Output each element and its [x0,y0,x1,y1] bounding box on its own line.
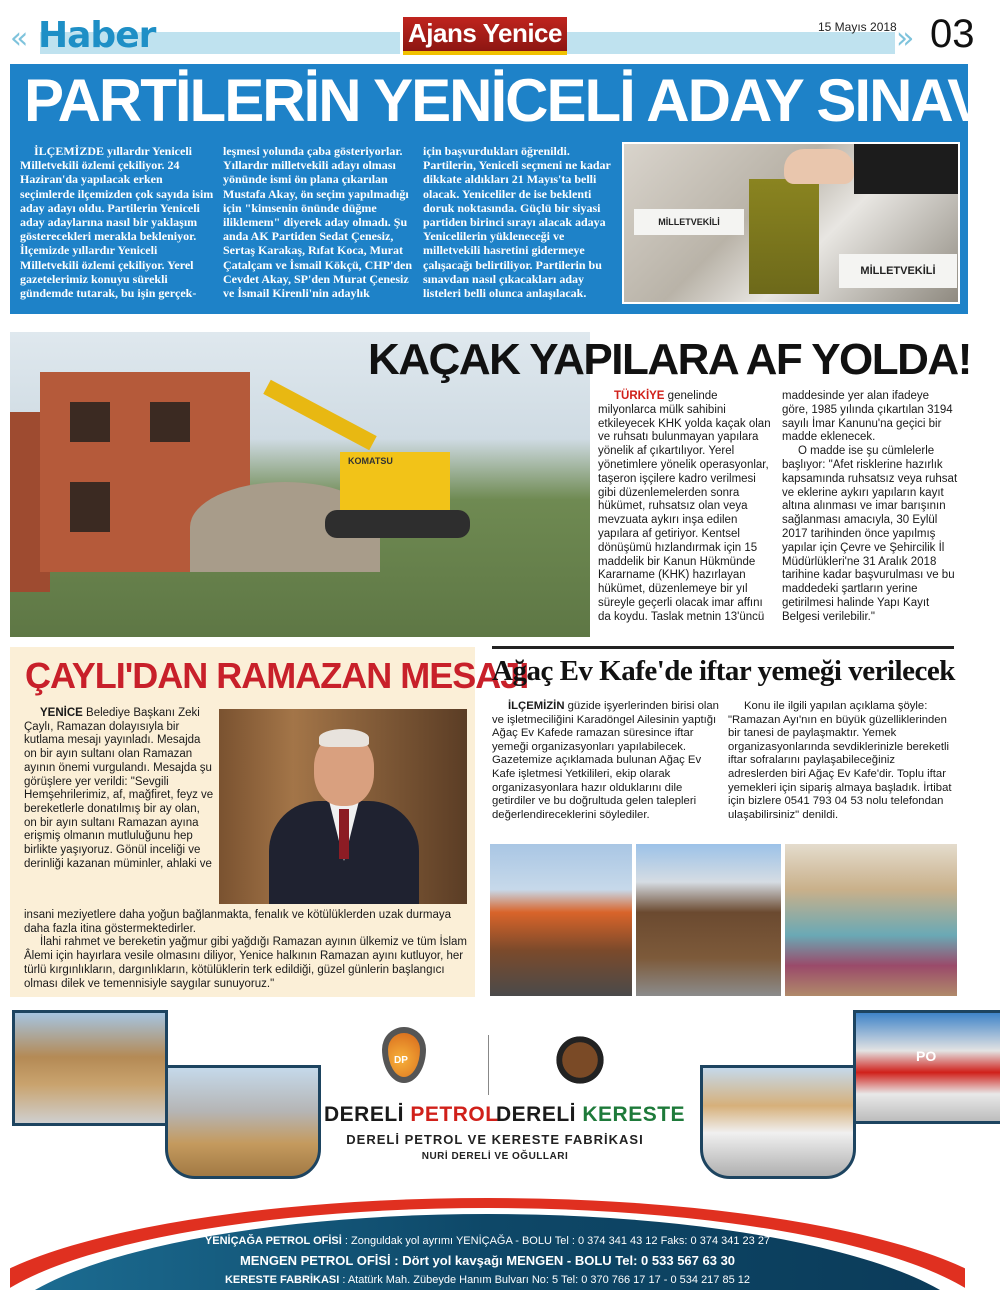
petrol-drop-gear-icon [382,1027,426,1083]
double-chevron-right-icon: » [896,21,915,56]
headline: KAÇAK YAPILARA AF YOLDA! [368,335,971,384]
contact-band [10,1190,965,1290]
article-column [24,707,214,871]
paragraph: O madde ise şu cümlelerle başlıyor: "Afet risklerine hazırlık kapsamında ruhsatsız veya ruhsat ve eklerine aykırı yapıların kayıt altına alınması ve imar barışının sağlanması amacıyla, 30 Eylül 2017 tarihinden önce yapılmış yapılar için Çevre ve Şehircilik İl Müdürlükleri'ne 31 Aralık 2018 tarihine kadar başvurulması ve bu maddedeki şartların yerine getirilmesi halinde Yapı Kayıt Belgesi verilebilir." [782,445,958,623]
column-text: Belediye Başkanı Zeki Çaylı, Ramazan dolayısıyla bir kutlama mesajı yayınladı. Mesajda on bir ayın sultanı olan Ramazan ayının önemi vurgulandı. Mesajda şu görüşlere yer verildi: "Sevgili Hemşehrilerimiz, af, mağfiret, feyz ve bereketlerle donatılmış bir ay olan, on bir ayın sultanı Ramazan ayına erişmiş olmanın mutluluğunu hep birlikte yaşıyoruz. Gönül inceliği ve derinliği kazanan müminler, ahlaki ve [24,707,214,870]
contact-label: KERESTE FABRİKASI [224,1274,340,1286]
cafe-photo-strip [490,844,960,997]
ad-subtitle: DERELİ PETROL VE KERESTE FABRİKASI [346,1132,644,1147]
tie [339,809,349,859]
brand-dereli-petrol [324,1102,499,1128]
issue-date: 15 Mayıs 2018 [818,20,897,34]
ad-lumber-truck-photo [700,1065,856,1179]
brand-word: PETROL [410,1103,499,1126]
header-band-right [565,32,895,54]
newspaper-logo: Ajans Yenice [403,17,567,55]
headline-rule [492,646,954,649]
ad-gas-station-photo [853,1010,1000,1124]
cafe-terrace-photo [490,844,632,996]
advertisement-dereli [10,1005,965,1290]
brand-dereli-kereste [496,1102,685,1128]
story-aday-sinavi [10,64,1000,314]
article-column-1 [492,700,720,822]
article-column-2: leşmesi yolunda çaba gösteriyorlar. Yıllardır milletvekili adayı olması yönünde ismi ön plana çıkarılan Mustafa Akay, ön seçim yapılmadığı için "kimsenin önünde düğme iliklemem" diyerek aday olmadı. Şu anda AK Partiden Sedat Çenesiz, Sertaş Karakaş, Rıfat Koca, Murat Çatalçam ve İsmail Kökçü, CHP'den Cevdet Akay, SP'den Murat Çenesiz ve İsmail Kirenli'nin adaylık [223,144,412,301]
column-text: genelinde milyonlarca mülk sahibini etkileyecek KHK yolda kaçak olan ve ruhsatı bulunmayan yapılara yönelik af çıkartılıyor. Yerel yönetimlere yönelik operasyonlar, taşeron işçilere kadro verilmesi gibi düzenlemelerden sonra hükümet, ruhsatsız olan veya mevzuata aykırı inşa edilen yapılara af getiriyor. Kentsel dönüşümü hızlandırmak için 15 maddelik bir Kanun Hükmünde Kararname (KHK) hazırlayan hükümet, düzenlemeye bir yıl süreyle geçerli olacak imar affını da koydu. Taslak metnin 13'üncü [598,390,771,623]
double-chevron-left-icon: « [10,21,29,56]
brand-word: KERESTE [582,1103,686,1126]
article-full-width [24,909,470,991]
headline: ÇAYLI'DAN RAMAZAN MESAJI [25,655,529,696]
mayor-portrait-photo [219,709,467,904]
lead-word: YENİCE [40,707,83,719]
article-column-3: için başvurdukları öğrenildi. Partilerin, Yeniceli seçmeni ne kadar dikkate aldıkları 21 Mayıs'ta belli olacak. Yeniceliler de ise beklenti doruk noktasında. Güçlü bir siyasi partiden birinci sırayı alacak adaya Yenicelilerin yükleneceği ve milletvekili hasretini gidermeye çalışacağı belirtiliyor. Partilerin bu sınavdan nasıl çıkacakları aday listeleri belli olunca anlaşılacak. [423,144,611,301]
section-label: Haber [38,15,156,56]
headline: Ağaç Ev Kafe'de iftar yemeği verilecek [492,655,955,687]
saw-log-icon [550,1035,610,1085]
lead-word: İLÇEMİZİN [508,700,565,712]
contact-text: : Dört yol kavşağı MENGEN - BOLU Tel: 0 533 567 63 30 [390,1253,736,1268]
contact-yenicaga [10,1234,965,1248]
contact-label: MENGEN PETROL OFİSİ [239,1253,391,1268]
article-column-1 [598,390,774,625]
hand [784,149,854,184]
story-ramazan-mesaji [10,647,529,997]
logo-divider [488,1035,489,1095]
ballot-envelope [749,179,819,294]
contact-kereste [10,1273,965,1287]
sleeve [854,144,960,194]
contact-text: : Zonguldak yol ayrımı YENİÇAĞA - BOLU Tel : 0 374 341 43 12 Faks: 0 374 341 23 27 [341,1235,771,1247]
headline: PARTİLERİN YENİCELİ ADAY SINAVI [24,67,1000,134]
paragraph: maddesinde yer alan ifadeye göre, 1985 yılında çıkartılan 3194 sayılı İmar Kanunu'na geçici bir madde eklenecek. [782,390,953,444]
column-text: güzide işyerlerinden birisi olan ve işletmeciliğini Karadöngel Ailesinin yaptığı Ağaç Ev Kafede ramazan süresince iftar yemeği organizasyonları yapılabilecek. Gazetemize açıklamada bulunan Ağaç Ev Kafe işletmesi Yetkilileri, ekip olarak organizasyonlara hazır olduklarını dile getirdiler ve bu doğrultuda gelen talepleri değerlendireceklerini söylediler. [492,700,719,821]
paragraph: insani meziyetlere daha yoğun bağlanmakta, fenalık ve kötülüklerden uzak durmaya daha fazla itina göstermektedirler. [24,909,452,935]
excavator-tracks [325,510,470,538]
contact-label: YENİÇAĞA PETROL OFİSİ [204,1235,342,1247]
ad-subtitle-owners: NURİ DERELİ VE OĞULLARI [421,1151,569,1162]
cafe-exterior-photo [636,844,781,996]
hair [319,729,369,747]
ad-lumber-yard-photo [165,1065,321,1179]
excavator-brand: KOMATSU [348,456,393,466]
logo-badge: DP [394,1055,408,1066]
ballot-box-photo [622,142,960,304]
article-column-2 [782,390,958,625]
station-sign: PO [916,1048,937,1064]
page-number: 03 [930,12,975,56]
brand-word: DERELİ [324,1103,405,1126]
paragraph: İlahi rahmet ve bereketin yağmur gibi yağdığı Ramazan ayının ülkemiz ve tüm İslam Âlemi için hayırlara vesile olmasını diliyor, Yenice halkının Ramazan ayını kutluyor, her türlü kırgınlıkların, dargınlıkların, kötülüklerin terk edildiği, güzel günlerin başlangıcı olması dilek ve temennisiyle saygılar sunuyoruz." [24,936,467,990]
contact-text: : Atatürk Mah. Zübeyde Hanım Bulvarı No: 5 Tel: 0 370 766 17 17 - 0 534 217 85 12 [339,1274,751,1286]
article-column-2: Konu ile ilgili yapılan açıklama şöyle: "Ramazan Ayı'nın en büyük güzelliklerinden bir tanesi de paylaşmaktır. Yemek organizasyonlarında sevdiklerinizle bereketli iftar sofralarını paylaşabileceğiniz adreslerden biri Ağaç Ev Kafe'dir. Toplu iftar yemekleri için sipariş almaya başladık. İrtibat için bizlere 0541 793 04 53 nolu telefondan ulaşabilirsiniz" denildi. [728,700,952,821]
excavator [340,452,450,512]
cafe-interior-photo [785,844,957,996]
lead-word: TÜRKİYE [614,390,665,402]
ballot-label: MİLLETVEKİLİ [634,209,744,235]
excavator-arm [263,380,376,450]
ballot-label: MİLLETVEKİLİ [839,254,957,288]
article-column-1: İLÇEMİZDE yıllardır Yeniceli Milletvekili özlemi çekiliyor. 24 Haziran'da yapılacak erken seçimlerde ilçemizden çok sayıda isim aday adayı oldu. Partilerin Yeniceli aday adaylarına nasıl bir yaklaşım gösterecekleri merakla bekleniyor. İlçemizde yıllardır Yeniceli Milletvekili özlemi çekiliyor. Yerel gazetelerimiz konuyu sürekli gündemde tutarak, bu işin gerçek- [20,144,214,301]
brand-word: DERELİ [496,1103,577,1126]
ad-wooden-house-photo [12,1010,168,1126]
contact-mengen [10,1253,965,1269]
